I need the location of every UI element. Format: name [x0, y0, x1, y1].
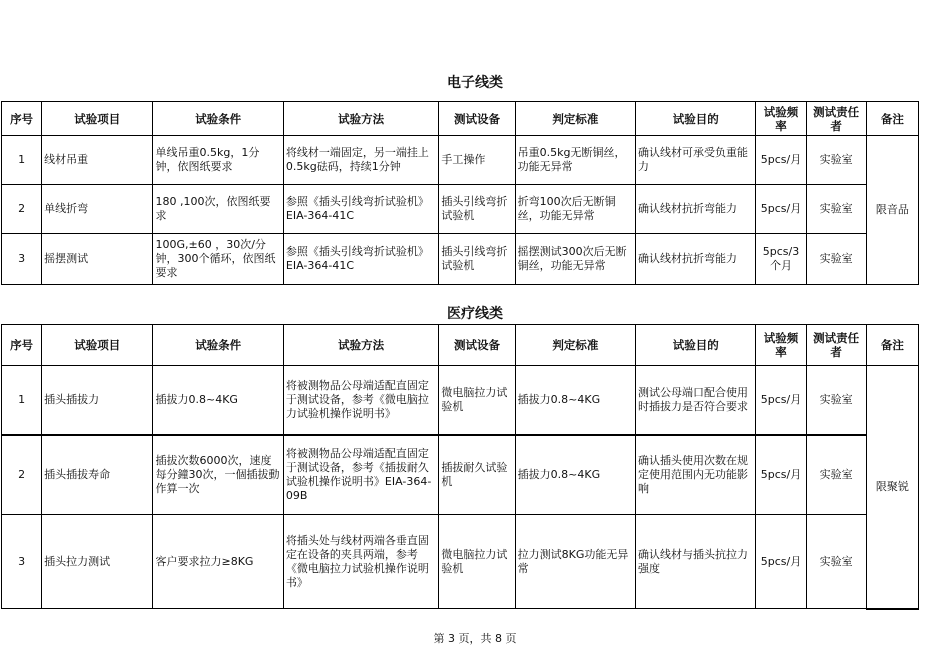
- cell-remark: 限聚锐: [866, 366, 918, 609]
- cell-method: 将被测物品公母端适配直固定于测试设备，参考《微电脑拉力试验机操作说明书》: [283, 366, 439, 435]
- cell-no: 2: [2, 435, 42, 515]
- header-owner: 测试责任者: [806, 102, 866, 136]
- cell-purpose: 确认插头使用次数在规定使用范围内无功能影响: [636, 435, 756, 515]
- cell-no: 3: [2, 515, 42, 609]
- header-frequency: 试验频率: [756, 325, 806, 366]
- cell-equipment: 插头引线弯折试验机: [439, 185, 515, 234]
- cell-frequency: 5pcs/月: [756, 136, 806, 185]
- cell-condition: 插拔力0.8~4KG: [153, 366, 283, 435]
- cell-frequency: 5pcs/月: [756, 185, 806, 234]
- cell-equipment: 微电脑拉力试验机: [439, 515, 515, 609]
- cell-owner: 实验室: [806, 366, 866, 435]
- cell-equipment: 插头引线弯折试验机: [439, 234, 515, 285]
- electronic-wire-table: [1, 101, 919, 285]
- section-title-medical: 医疗线类: [447, 306, 503, 322]
- cell-method: 参照《插头引线弯折试验机》EIA-364-41C: [283, 185, 439, 234]
- cell-criteria: 摇摆测试300次后无断铜丝，功能无异常: [515, 234, 635, 285]
- table-header-row: [2, 325, 919, 366]
- cell-criteria: 拉力测试8KG功能无异常: [515, 515, 635, 609]
- cell-owner: 实验室: [806, 515, 866, 609]
- cell-no: 1: [2, 366, 42, 435]
- header-condition: 试验条件: [153, 325, 283, 366]
- header-owner: 测试责任者: [806, 325, 866, 366]
- cell-purpose: 确认线材可承受负重能力: [636, 136, 756, 185]
- cell-equipment: 插拔耐久试验机: [439, 435, 515, 515]
- cell-method: 将插头处与线材两端各垂直固定在设备的夹具两端，参考《微电脑拉力试验机操作说明书》: [283, 515, 439, 609]
- header-no: 序号: [2, 325, 42, 366]
- cell-frequency: 5pcs/3个月: [756, 234, 806, 285]
- header-criteria: 判定标准: [515, 325, 635, 366]
- cell-item: 插头插拔寿命: [42, 435, 153, 515]
- cell-item: 插头插拔力: [42, 366, 153, 435]
- cell-owner: 实验室: [806, 435, 866, 515]
- cell-criteria: 吊重0.5kg无断铜丝，功能无异常: [515, 136, 635, 185]
- header-purpose: 试验目的: [636, 102, 756, 136]
- cell-purpose: 测试公母端口配合使用时插拔力是否符合要求: [636, 366, 756, 435]
- cell-condition: 180 ,100次，依图纸要求: [153, 185, 283, 234]
- cell-item: 摇摆测试: [42, 234, 153, 285]
- cell-frequency: 5pcs/月: [756, 515, 806, 609]
- header-criteria: 判定标准: [515, 102, 635, 136]
- cell-purpose: 确认线材与插头抗拉力强度: [636, 515, 756, 609]
- cell-method: 将被测物品公母端适配直固定于测试设备，参考《插拔耐久试验机操作说明书》EIA-364-09B: [283, 435, 439, 515]
- cell-condition: 100G,±60 ，30次/分钟，300个循环，依图纸要求: [153, 234, 283, 285]
- cell-no: 2: [2, 185, 42, 234]
- cell-criteria: 插拔力0.8~4KG: [515, 435, 635, 515]
- cell-equipment: 微电脑拉力试验机: [439, 366, 515, 435]
- table-row: [2, 515, 919, 609]
- table-row: [2, 435, 919, 515]
- header-item: 试验项目: [42, 102, 153, 136]
- cell-no: 1: [2, 136, 42, 185]
- cell-condition: 客户要求拉力≥8KG: [153, 515, 283, 609]
- header-remark: 备注: [866, 325, 918, 366]
- page-footer: 第 3 页，共 8 页: [433, 632, 517, 645]
- header-frequency: 试验频率: [756, 102, 806, 136]
- cell-criteria: 折弯100次后无断铜丝，功能无异常: [515, 185, 635, 234]
- cell-purpose: 确认线材抗折弯能力: [636, 185, 756, 234]
- cell-item: 单线折弯: [42, 185, 153, 234]
- table-row: [2, 234, 919, 285]
- cell-owner: 实验室: [806, 234, 866, 285]
- table-row: [2, 136, 919, 185]
- medical-wire-table: [1, 324, 919, 610]
- cell-no: 3: [2, 234, 42, 285]
- cell-method: 参照《插头引线弯折试验机》EIA-364-41C: [283, 234, 439, 285]
- table-row: [2, 366, 919, 435]
- cell-remark: 限音品: [866, 136, 918, 285]
- header-method: 试验方法: [283, 325, 439, 366]
- cell-frequency: 5pcs/月: [756, 366, 806, 435]
- header-condition: 试验条件: [153, 102, 283, 136]
- table-row: [2, 185, 919, 234]
- header-remark: 备注: [866, 102, 918, 136]
- cell-criteria: 插拔力0.8~4KG: [515, 366, 635, 435]
- header-method: 试验方法: [283, 102, 439, 136]
- header-equipment: 测试设备: [439, 102, 515, 136]
- header-equipment: 测试设备: [439, 325, 515, 366]
- cell-item: 线材吊重: [42, 136, 153, 185]
- cell-owner: 实验室: [806, 136, 866, 185]
- header-item: 试验项目: [42, 325, 153, 366]
- header-no: 序号: [2, 102, 42, 136]
- cell-equipment: 手工操作: [439, 136, 515, 185]
- cell-frequency: 5pcs/月: [756, 435, 806, 515]
- cell-purpose: 确认线材抗折弯能力: [636, 234, 756, 285]
- header-purpose: 试验目的: [636, 325, 756, 366]
- table-header-row: [2, 102, 919, 136]
- cell-condition: 单线吊重0.5kg，1分钟，依图纸要求: [153, 136, 283, 185]
- cell-item: 插头拉力测试: [42, 515, 153, 609]
- cell-owner: 实验室: [806, 185, 866, 234]
- cell-method: 将线材一端固定，另一端挂上0.5kg砝码，持续1分钟: [283, 136, 439, 185]
- cell-condition: 插拔次数6000次，速度每分鐘30次，一個插拔動作算一次: [153, 435, 283, 515]
- section-title-electronic: 电子线类: [447, 75, 503, 91]
